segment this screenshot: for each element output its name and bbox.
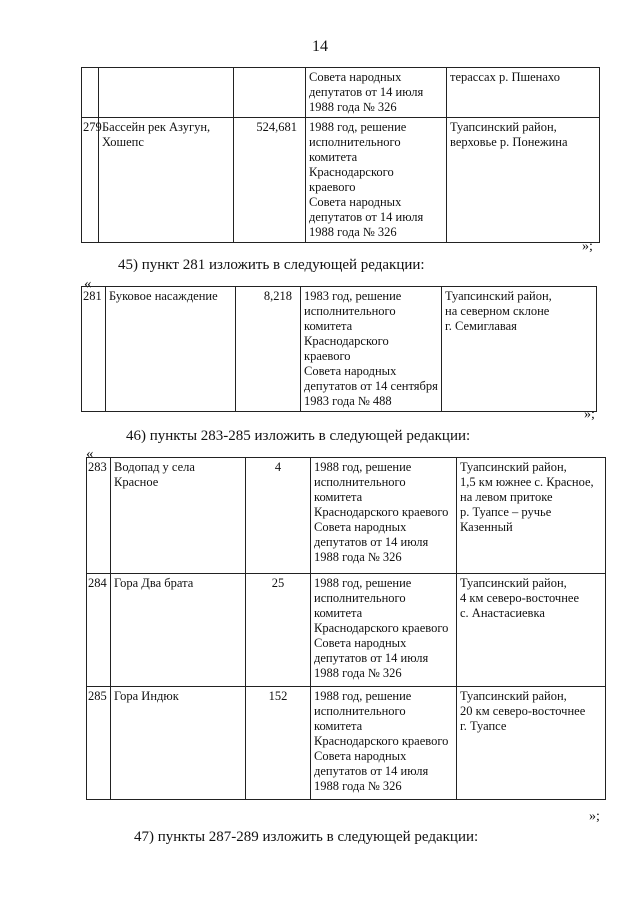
- location: Туапсинский район, 4 км северо-восточнее с. Анастасиевка: [457, 574, 606, 687]
- table-row: [87, 458, 606, 574]
- object-name: [99, 68, 234, 118]
- row-number: 283: [87, 458, 111, 574]
- area-value: 152: [246, 687, 311, 800]
- location: Туапсинский район, 1,5 км южнее с. Красное, на левом притоке р. Туапсе – ручье Казенный: [457, 458, 606, 574]
- document-basis: 1983 год, решение исполнительного комитета Краснодарского краевого Совета народных депутатов от 14 сентября 1983 года № 488: [301, 287, 442, 412]
- table-row: [82, 68, 600, 118]
- document-basis: 1988 год, решение исполнительного комитета Краснодарского краевого Совета народных депутатов от 14 июля 1988 года № 326: [311, 687, 457, 800]
- page-number: 14: [312, 38, 328, 55]
- location: Туапсинский район, на северном склоне г. Семиглавая: [442, 287, 597, 412]
- object-name: Гора Индюк: [111, 687, 246, 800]
- location: терассах р. Пшенахо: [447, 68, 600, 118]
- location: Туапсинский район, 20 км северо-восточнее г. Туапсе: [457, 687, 606, 800]
- document-basis: 1988 год, решение исполнительного комитета Краснодарского краевого Совета народных депутатов от 14 июля 1988 года № 326: [311, 574, 457, 687]
- object-name: Гора Два брата: [111, 574, 246, 687]
- row-number: 285: [87, 687, 111, 800]
- area-value: 25: [246, 574, 311, 687]
- table-row: [87, 687, 606, 800]
- paragraph-46: 46) пункты 283-285 изложить в следующей редакции:: [126, 428, 471, 444]
- paragraph-45: 45) пункт 281 изложить в следующей редакции:: [118, 257, 425, 273]
- row-number: 279: [82, 118, 99, 243]
- table-row: [82, 287, 597, 412]
- document-basis: 1988 год, решение исполнительного комитета Краснодарского краевого Совета народных депутатов от 14 июля 1988 года № 326: [311, 458, 457, 574]
- area-value: 4: [246, 458, 311, 574]
- object-name: Бассейн рек Азугун, Хошепс: [99, 118, 234, 243]
- area-value: [234, 68, 306, 118]
- closing-quote: »;: [584, 407, 595, 422]
- object-name: Буковое насаждение: [106, 287, 236, 412]
- area-value: 524,681: [234, 118, 306, 243]
- table-row: [87, 574, 606, 687]
- area-value: 8,218: [236, 287, 301, 412]
- table-row: [82, 118, 600, 243]
- table-items-283-285: [86, 457, 606, 800]
- paragraph-47: 47) пункты 287-289 изложить в следующей редакции:: [134, 829, 479, 845]
- closing-quote: »;: [589, 809, 600, 824]
- opening-quote: «: [86, 446, 94, 462]
- closing-quote: »;: [582, 239, 593, 254]
- object-name: Водопад у села Красное: [111, 458, 246, 574]
- document-basis: Совета народных депутатов от 14 июля 1988 года № 326: [306, 68, 447, 118]
- opening-quote: «: [84, 276, 92, 292]
- row-number: 284: [87, 574, 111, 687]
- table-continuation: [81, 67, 600, 243]
- row-number: 281: [82, 287, 106, 412]
- row-number: [82, 68, 99, 118]
- table-item-281: [81, 286, 597, 412]
- location: Туапсинский район, верховье р. Понежина: [447, 118, 600, 243]
- document-basis: 1988 год, решение исполнительного комитета Краснодарского краевого Совета народных депутатов от 14 июля 1988 года № 326: [306, 118, 447, 243]
